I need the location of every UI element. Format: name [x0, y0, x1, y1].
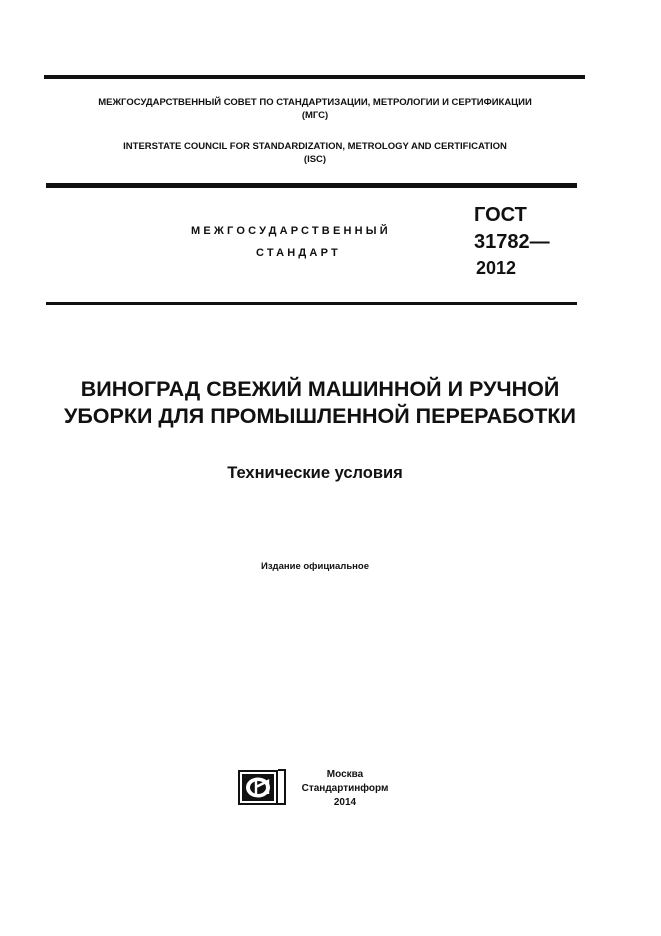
imprint-publisher: Стандартинформ: [301, 783, 389, 794]
council-en: [40, 140, 590, 166]
council-en-name: INTERSTATE COUNCIL FOR STANDARDIZATION, METROLOGY AND CERTIFICATION: [123, 141, 507, 152]
header-bottom-rule: [46, 183, 577, 188]
standard-type-line2: СТАНДАРТ: [256, 247, 341, 259]
top-rule: [44, 75, 585, 79]
imprint-year: 2014: [333, 797, 357, 808]
gost-number: 31782—: [474, 231, 550, 253]
gost-prefix: ГОСТ: [474, 204, 527, 226]
edition-note: Издание официальное: [261, 561, 369, 572]
council-ru-abbr: (МГС): [301, 110, 329, 121]
document-subtitle: Технические условия: [227, 464, 403, 482]
standartinform-logo-icon: [238, 768, 286, 806]
council-ru: [40, 96, 590, 122]
standard-type-line1: МЕЖГОСУДАРСТВЕННЫЙ: [191, 225, 391, 237]
document-title-line2: УБОРКИ ДЛЯ ПРОМЫШЛЕННОЙ ПЕРЕРАБОТКИ: [63, 404, 577, 428]
gost-year: 2012: [476, 258, 517, 278]
designation-bottom-rule: [46, 302, 577, 305]
document-title: [20, 376, 620, 430]
imprint-city: Москва: [326, 769, 364, 780]
imprint: [290, 768, 400, 810]
document-title-line1: ВИНОГРАД СВЕЖИЙ МАШИННОЙ И РУЧНОЙ: [80, 377, 560, 401]
council-en-abbr: (ISC): [303, 154, 327, 165]
council-ru-name: МЕЖГОСУДАРСТВЕННЫЙ СОВЕТ ПО СТАНДАРТИЗАЦИИ, МЕТРОЛОГИИ И СЕРТИФИКАЦИИ: [98, 97, 532, 108]
